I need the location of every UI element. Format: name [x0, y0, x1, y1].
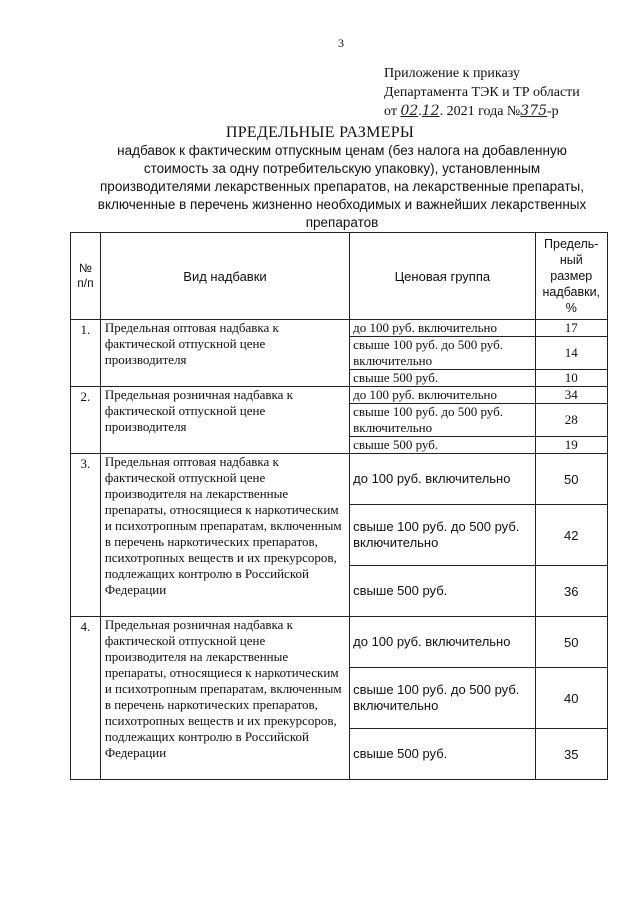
price-group: свыше 100 руб. до 500 руб. включительно — [350, 404, 535, 437]
row-number: 4. — [71, 617, 101, 780]
order-number: 375 — [520, 103, 548, 119]
price-group: до 100 руб. включительно — [350, 454, 535, 505]
appendix-line-1: Приложение к приказу — [384, 66, 520, 81]
price-group: свыше 500 руб. — [350, 729, 535, 780]
appendix-date-line: от 02.12. 2021 года №375-р — [384, 103, 559, 119]
markup-type: Предельная оптовая надбавка к фактической отпускной цене производителя на лекарственные препараты, относящиеся к наркотическим и психотропным препаратам, включенным в перечень наркотических препаратов, психотропных веществ и их прекурсоров, подлежащих контролю в Российской Федерации — [100, 454, 349, 617]
markup-value: 34 — [535, 387, 607, 404]
price-group: свыше 100 руб. до 500 руб. включительно — [350, 505, 535, 566]
document-title: ПРЕДЕЛЬНЫЕ РАЗМЕРЫ — [225, 124, 415, 141]
markup-value: 42 — [535, 505, 607, 566]
row-number: 1. — [71, 320, 101, 387]
header-price-group: Ценовая группа — [350, 233, 535, 320]
order-suffix: -р — [547, 104, 559, 119]
price-group: свыше 100 руб. до 500 руб. включительно — [350, 337, 535, 370]
markup-type: Предельная розничная надбавка к фактической отпускной цене производителя на лекарственные препараты, относящиеся к наркотическим и психотропным препаратам, включенным в перечень наркотических препаратов, психотропных веществ и их прекурсоров, подлежащих контролю в Российской Федерации — [100, 617, 349, 780]
markup-value: 50 — [535, 454, 607, 505]
markup-value: 28 — [535, 404, 607, 437]
row-number: 2. — [71, 387, 101, 454]
markup-value: 19 — [535, 437, 607, 454]
price-group: свыше 500 руб. — [350, 437, 535, 454]
markup-type: Предельная оптовая надбавка к фактической отпускной цене производителя — [100, 320, 349, 387]
markup-value: 35 — [535, 729, 607, 780]
markup-value: 17 — [535, 320, 607, 337]
date-year: 2021 года № — [446, 104, 521, 119]
table-row — [71, 617, 608, 668]
markup-value: 10 — [535, 370, 607, 387]
table-header-row — [71, 233, 608, 320]
markup-type: Предельная розничная надбавка к фактической отпускной цене производителя — [100, 387, 349, 454]
price-group: до 100 руб. включительно — [350, 320, 535, 337]
markup-value: 50 — [535, 617, 607, 668]
date-prefix: от — [384, 104, 397, 119]
table-row — [71, 454, 608, 505]
appendix-block — [384, 64, 580, 121]
date-month: 12 — [421, 103, 440, 119]
price-group: свыше 500 руб. — [350, 566, 535, 617]
header-type: Вид надбавки — [100, 233, 349, 320]
header-max-size: Предель-ный размер надбавки, % — [535, 233, 607, 320]
appendix-line-2: Департамента ТЭК и ТР области — [384, 85, 580, 100]
document-subtitle: надбавок к фактическим отпускным ценам (без налога на добавленную стоимость за одну потребительскую упаковку), установленным производителями лекарственных препаратов, на лекарственные препараты, включенные в перечень жизненно необходимых и важнейших лекарственных препаратов — [97, 143, 587, 230]
price-group: до 100 руб. включительно — [350, 617, 535, 668]
header-num: № п/п — [71, 233, 101, 320]
markup-value: 40 — [535, 668, 607, 729]
row-number: 3. — [71, 454, 101, 617]
price-group: свыше 100 руб. до 500 руб. включительно — [350, 668, 535, 729]
price-group: до 100 руб. включительно — [350, 387, 535, 404]
table-row — [71, 387, 608, 404]
markup-value: 36 — [535, 566, 607, 617]
markup-table — [70, 232, 608, 780]
markup-value: 14 — [535, 337, 607, 370]
table-row — [71, 320, 608, 337]
price-group: свыше 500 руб. — [350, 370, 535, 387]
page-number: 3 — [338, 36, 344, 50]
date-day: 02 — [400, 103, 419, 119]
